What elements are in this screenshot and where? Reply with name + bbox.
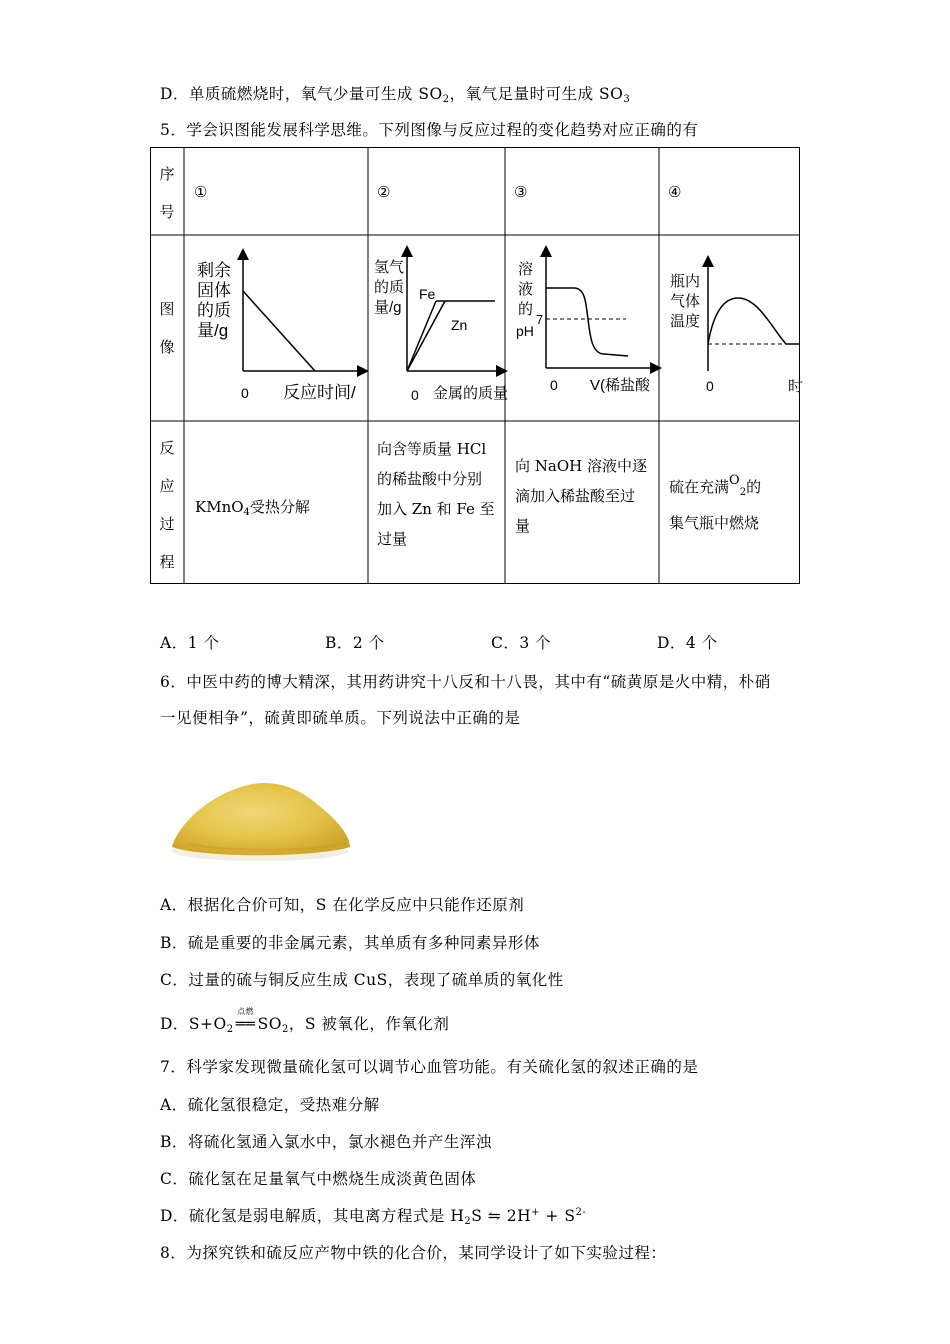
q6-option-d: D．$S+O_2$ 点燃 ══ $SO_2$，S 被氧化，作氧化剂 [160, 1007, 450, 1035]
g2-xlabel: 金属的质量 [433, 385, 509, 402]
g2-ylabel-3: 量/g [374, 299, 402, 316]
g1-ylabel-4: 量/g [197, 321, 229, 340]
g3-tick-7: 7 [536, 312, 544, 327]
q7-option-d: D．硫化氢是弱电解质，其电离方程式是 $H_2S$ ⇋ $2H^+ + S^{2-}$ [160, 1207, 587, 1227]
g3-ylabel-1: 溶 [518, 261, 534, 278]
ignite-condition: 点燃 [237, 1007, 255, 1016]
process-4: 硫在充满$O_2$的 集气瓶中燃烧 [669, 473, 762, 532]
col-num-1: ① [194, 183, 208, 201]
sulfur-powder-image [168, 755, 353, 863]
col-num-4: ④ [668, 183, 682, 201]
graph-4 [660, 236, 804, 420]
g3-ylabel-3: 的 [518, 301, 534, 318]
q7-stem: 7．科学家发现微量硫化氢可以调节心血管功能。有关硫化氢的叙述正确的是 [160, 1058, 699, 1076]
q8-stem: 8．为探究铁和硫反应产物中铁的化合价，某同学设计了如下实验过程： [160, 1244, 667, 1262]
col-num-2: ② [377, 183, 391, 201]
row-label-seq: 序 号 [159, 165, 175, 221]
g2-zn-label: Zn [451, 317, 468, 333]
g4-xlabel: 时 [788, 378, 804, 395]
q6-option-c: C．过量的硫与铜反应生成 CuS，表现了硫单质的氧化性 [160, 971, 564, 989]
row-label-process: 反 应 过 程 [159, 439, 175, 571]
g4-ylabel-1: 瓶内 [670, 273, 701, 290]
g4-ylabel-2: 气体 [670, 293, 701, 310]
q5-option-a: A．1 个 [160, 634, 220, 652]
q5-option-d: D．4 个 [657, 634, 718, 652]
q6-stem-line1: 6．中医中药的博大精深，其用药讲究十八反和十八畏，其中有“硫黄原是火中精，朴硝 [160, 673, 771, 691]
g3-ylabel-2: 液 [518, 281, 534, 298]
q6-stem-line2: 一见便相争”，硫黄即硫单质。下列说法中正确的是 [160, 709, 521, 727]
g4-ylabel-3: 温度 [670, 313, 701, 330]
g1-origin: 0 [241, 385, 249, 401]
q4-option-d: D．单质硫燃烧时，氧气少量可生成 $SO_2$，氧气足量时可生成 $SO_3$ [160, 85, 631, 105]
q6-option-a: A．根据化合价可知，S 在化学反应中只能作还原剂 [160, 896, 525, 914]
g3-origin: 0 [550, 377, 558, 393]
g2-ylabel-2: 的质 [374, 279, 405, 296]
g3-xlabel: V(稀盐酸 [590, 377, 651, 394]
q5-option-b: B．2 个 [325, 634, 385, 652]
q5-stem: 5．学会识图能发展科学思维。下列图像与反应过程的变化趋势对应正确的有 [160, 121, 699, 139]
col-num-3: ③ [514, 183, 528, 201]
g1-xlabel: 反应时间/ [283, 383, 356, 402]
g2-ylabel-1: 氢气 [374, 259, 405, 276]
g4-origin: 0 [706, 378, 714, 394]
g1-ylabel-3: 的质 [197, 301, 231, 320]
graph-2 [369, 236, 509, 420]
g1-ylabel-1: 剩余 [197, 261, 231, 280]
process-2: 向含等质量 HCl 的稀盐酸中分别 加入 Zn 和 Fe 至 过量 [377, 440, 495, 548]
q5-table [150, 147, 804, 584]
g2-fe-label: Fe [419, 286, 436, 302]
q7-option-c: C．硫化氢在足量氧气中燃烧生成淡黄色固体 [160, 1170, 477, 1188]
q7-option-a: A．硫化氢很稳定，受热难分解 [160, 1096, 380, 1114]
q5-option-c: C．3 个 [491, 634, 552, 652]
g1-ylabel-2: 固体 [197, 281, 231, 300]
graph-1 [185, 236, 367, 420]
process-1: KMnO$_4$受热分解 [195, 498, 310, 518]
g3-ylabel-4: pH [516, 323, 534, 339]
q6-option-b: B．硫是重要的非金属元素，其单质有多种同素异形体 [160, 934, 540, 952]
graph-3 [506, 236, 658, 420]
row-label-graph: 图 像 [159, 300, 175, 356]
process-3: 向 NaOH 溶液中逐 滴加入稀盐酸至过 量 [515, 457, 647, 535]
q7-option-b: B．将硫化氢通入氯水中，氯水褪色并产生浑浊 [160, 1133, 492, 1151]
g2-origin: 0 [411, 387, 419, 403]
